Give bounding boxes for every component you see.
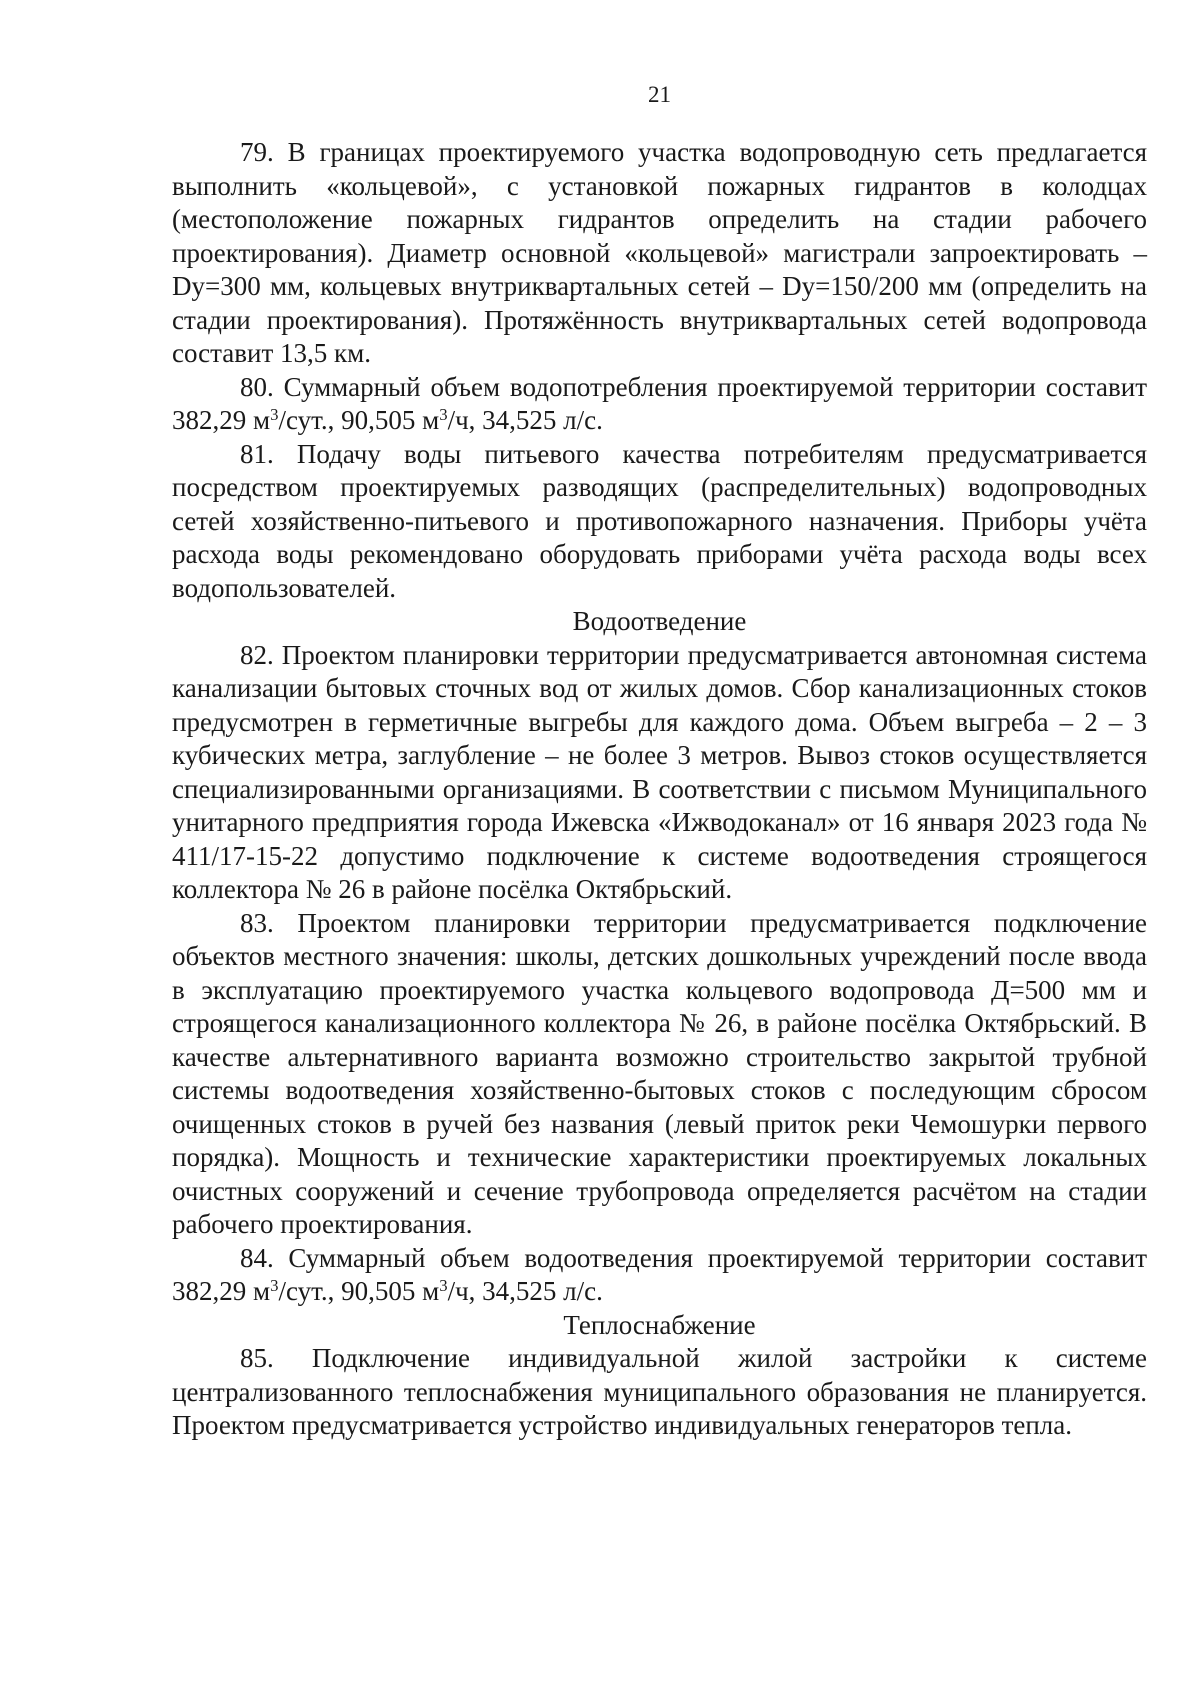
paragraph-80-text-before: 80. Суммарный объем водопотребления проектируемой территории составит 382,29 м — [172, 371, 1147, 435]
paragraph-80-sup-2: 3 — [439, 404, 448, 424]
section-heading-heating: Теплоснабжение — [563, 1309, 756, 1340]
section-heading-drainage: Водоотведение — [572, 606, 747, 636]
paragraph-84-text-before: 84. Суммарный объем водоотведения проектируемой территории составит 382,29 м — [172, 1242, 1147, 1306]
paragraph-84-text-mid: /сут., 90,505 м — [278, 1276, 440, 1306]
document-body — [172, 136, 1147, 1443]
paragraph-84-sup-2: 3 — [439, 1275, 448, 1295]
paragraph-85: 85. Подключение индивидуальной жилой застройки к системе централизованного теплоснабжения муниципального образования не планируется. Проектом предусматривается устройство индивидуальных генераторов тепла. — [172, 1343, 1147, 1440]
paragraph-82: 82. Проектом планировки территории предусматривается автономная система канализации бытовых сточных вод от жилых домов. Сбор канализационных стоков предусмотрен в герметичные выгребы для каждого дома. Объем выгреба – 2 – 3 кубических метра, заглубление – не более 3 метров. Вывоз стоков осуществляется специализированными организациями. В соответствии с письмом Муниципального унитарного предприятия города Ижевска «Ижводоканал» от 16 января 2023 года № 411/17-15-22 допустимо подключение к системе водоотведения строящегося коллектора № 26 в районе посёлка Октябрьский. — [172, 639, 1147, 904]
paragraph-79: 79. В границах проектируемого участка водопроводную сеть предлагается выполнить «кольцевой», с установкой пожарных гидрантов в колодцах (местоположение пожарных гидрантов определить на стадии рабочего проектирования). Диаметр основной «кольцевой» магистрали запроектировать – Dу=300 мм, кольцевых внутриквартальных сетей – Dу=150/200 мм (определить на стадии проектирования). Протяжённость внутриквартальных сетей водопровода составит 13,5 км. — [172, 137, 1147, 368]
paragraph-83: 83. Проектом планировки территории предусматривается подключение объектов местного значения: школы, детских дошкольных учреждений после ввода в эксплуатацию проектируемого участка кольцевого водопровода Д=500 мм и строящегося канализационного коллектора № 26, в районе посёлка Октябрьский. В качестве альтернативного варианта возможно строительство закрытой трубной системы водоотведения хозяйственно-бытовых стоков с последующим сбросом очищенных стоков в ручей без названия (левый приток реки Чемошурки первого порядка). Мощность и технические характеристики проектируемых локальных очистных сооружений и сечение трубопровода определяется расчётом на стадии рабочего проектирования. — [172, 907, 1147, 1239]
paragraph-80-text-mid: /сут., 90,505 м — [278, 405, 440, 435]
paragraph-80 — [172, 371, 1147, 438]
paragraph-81: 81. Подачу воды питьевого качества потребителям предусматривается посредством проектируемых разводящих (распределительных) водопроводных сетей хозяйственно-питьевого и противопожарного назначения. Приборы учёта расхода воды рекомендовано оборудовать приборами учёта расхода воды всех водопользователей. — [172, 438, 1147, 603]
page-number: 21 — [648, 82, 671, 107]
paragraph-84 — [172, 1242, 1147, 1309]
paragraph-84-text-after: /ч, 34,525 л/с. — [447, 1276, 603, 1306]
paragraph-84-sup-1: 3 — [270, 1275, 279, 1295]
paragraph-80-text-after: /ч, 34,525 л/с. — [447, 405, 603, 435]
paragraph-80-sup-1: 3 — [270, 404, 279, 424]
